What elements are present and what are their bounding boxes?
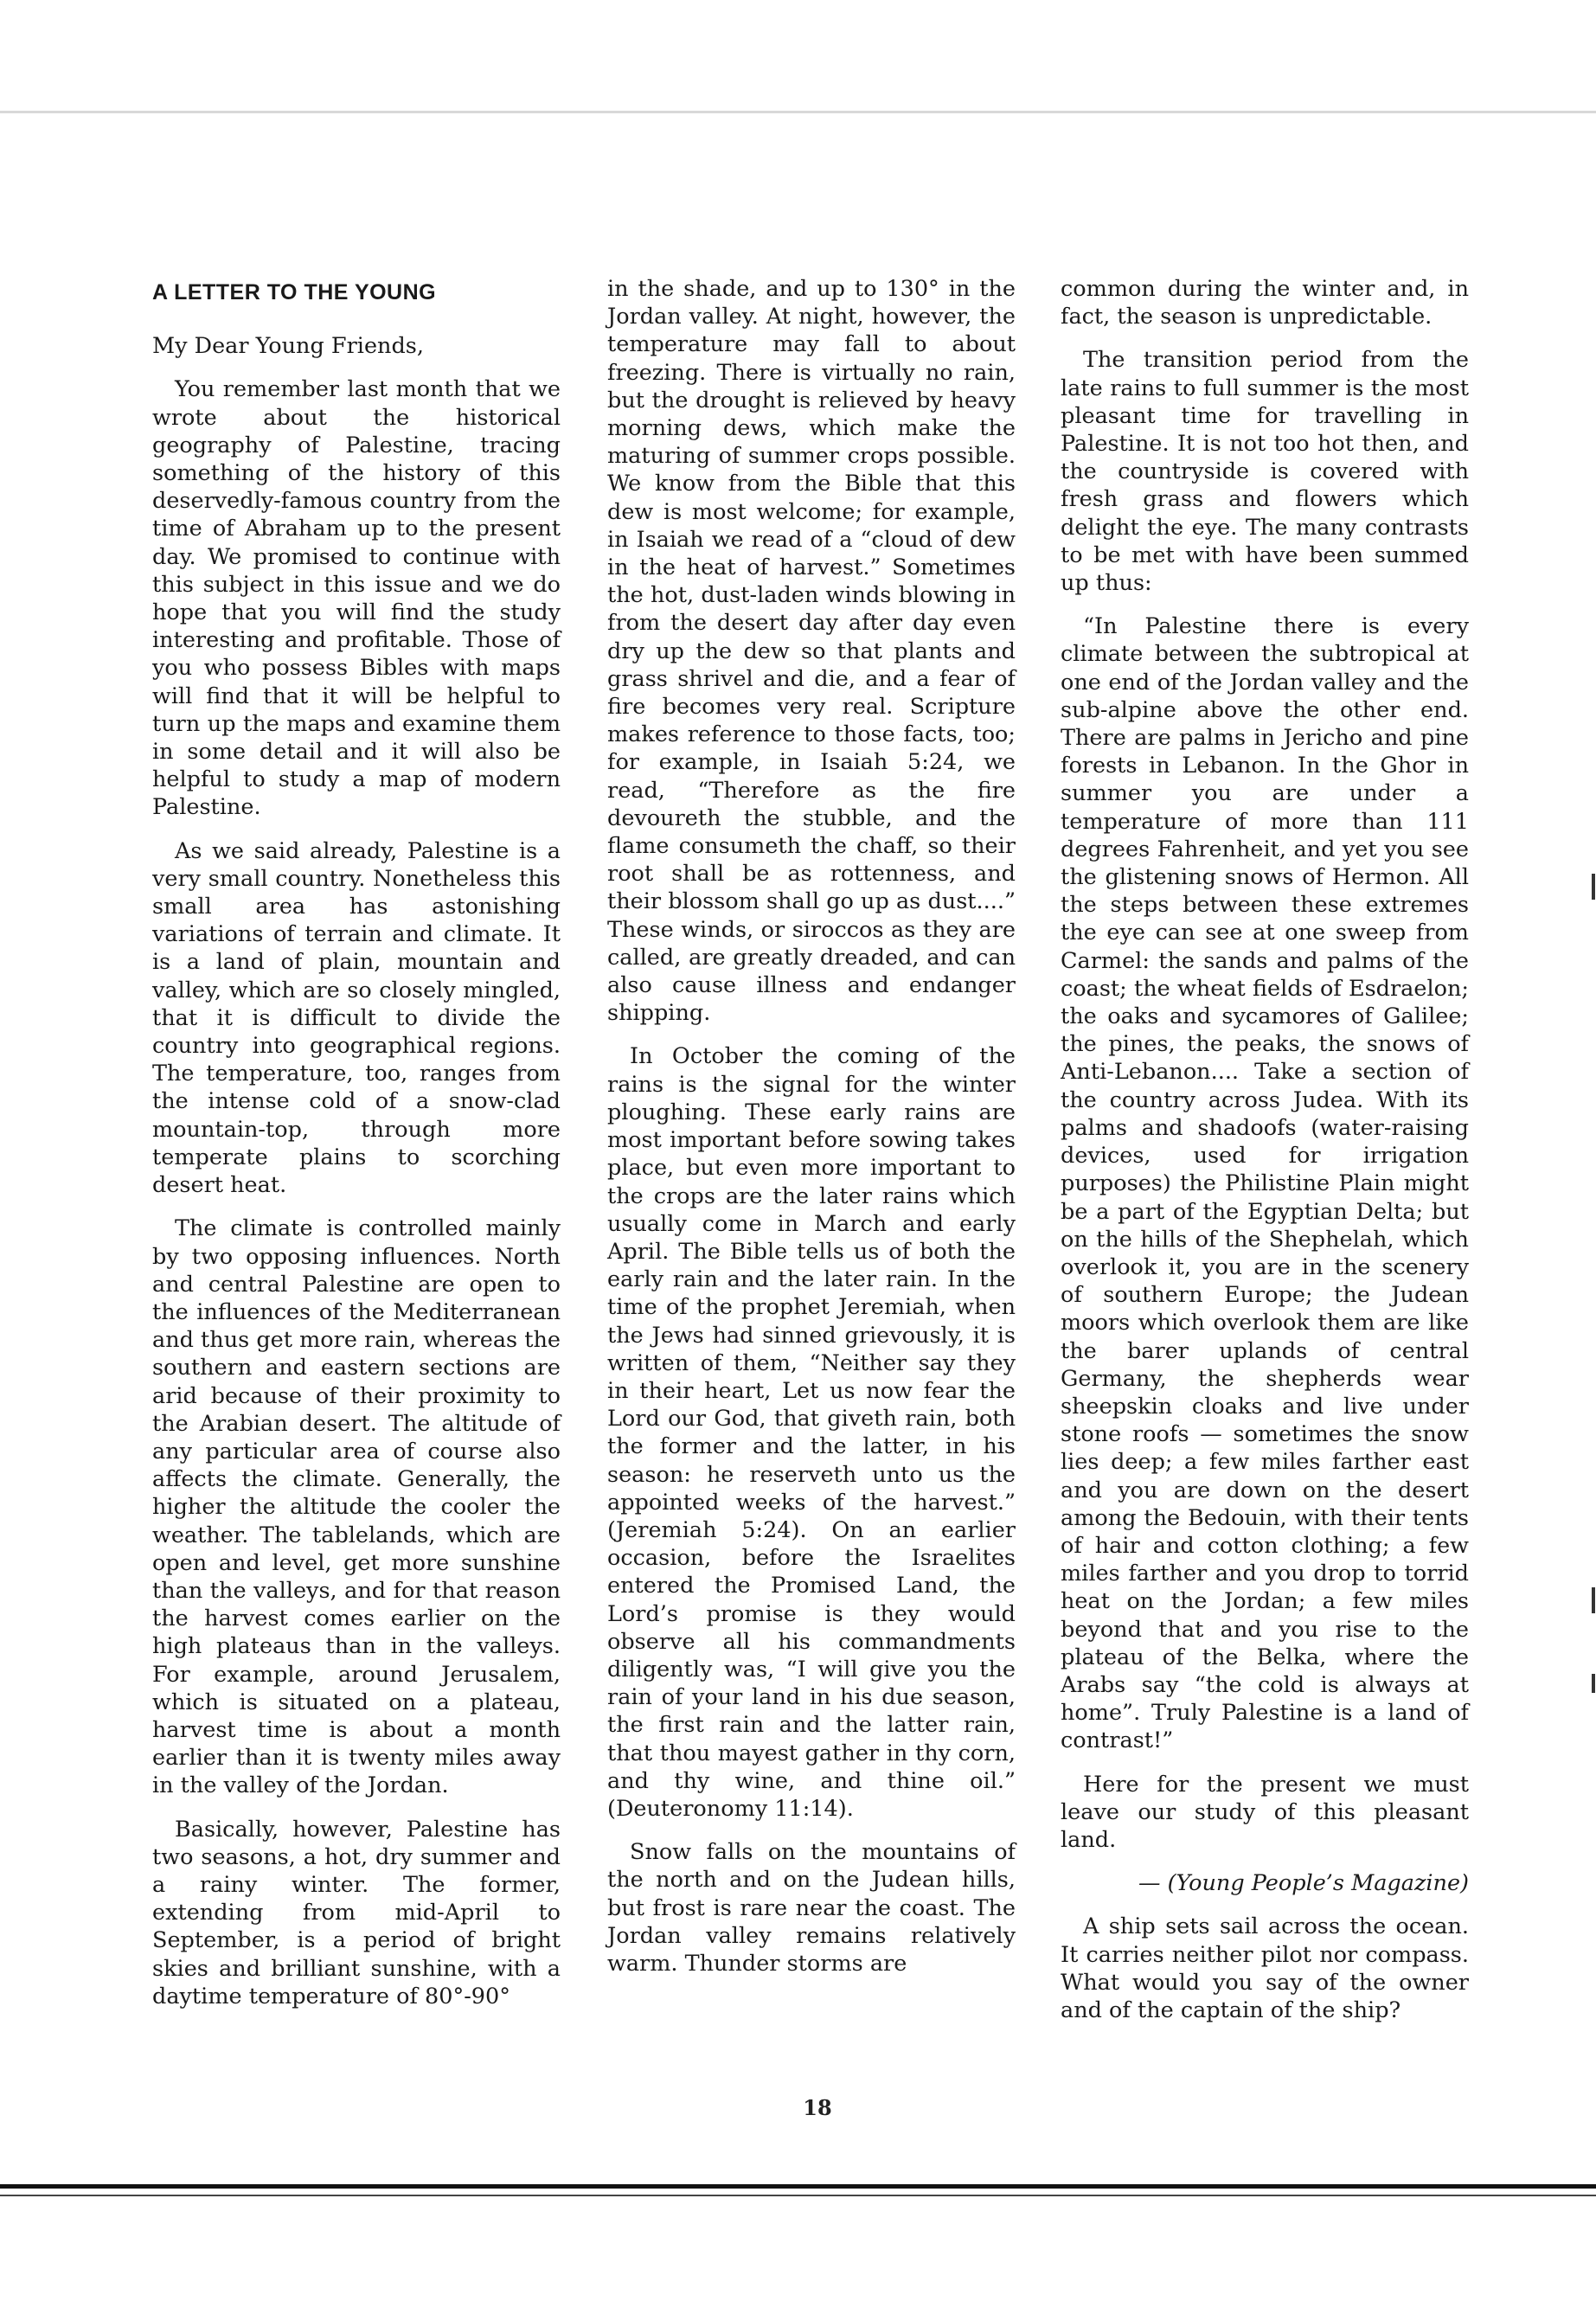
- paragraph: The climate is controlled mainly by two opposing influences. North and central Palestine are open to the influences of the Mediterranean and thus get more rain, whereas the southern and eastern sections are arid because of their proximity to the Arabian desert. The altitude of any particular area of course also affects the climate. Generally, the higher the altitude the cooler the weather. The tablelands, which are open and level, get more sunshine than the valleys, and for that reason the harvest comes earlier on the high plateaus than in the valleys. For example, around Jerusalem, which is situated on a plateau, harvest time is about a month earlier than it is twenty miles away in the valley of the Jordan.: [152, 1215, 561, 1799]
- paragraph: common during the winter and, in fact, the season is unpredictable.: [1061, 276, 1469, 330]
- scan-edge-mark: [1592, 874, 1595, 900]
- paragraph: Basically, however, Palestine has two seasons, a hot, dry summer and a rainy winter. The former, extending from mid-April to September, is a period of bright skies and brilliant sunshine, with a daytime temperature of 80°-90°: [152, 1816, 561, 2009]
- attribution: — (Young People’s Magazine): [1138, 1870, 1469, 1897]
- paragraph: Here for the present we must leave our study of this pleasant land.: [1061, 1771, 1469, 1853]
- closing-paragraph: A ship sets sail across the ocean. It carries neither pilot nor compass. What would you say of the owner and of the captain of the ship?: [1061, 1913, 1469, 2023]
- paragraph: The transition period from the late rains to full summer is the most pleasant time for travelling in Palestine. It is not too hot then, and the countryside is covered with fresh grass and flowers which delight the eye. The many contrasts to be met with have been summed up thus:: [1061, 347, 1469, 597]
- paragraph: You remember last month that we wrote about the historical geography of Palestine, tracing something of the history of this deservedly-famous country from the time of Abraham up to the present day. We promised to continue with this subject in this issue and we do hope that you will find the study interesting and profitable. Those of you who possess Bibles with maps will find that it will be helpful to turn up the maps and examine them in some detail and it will also be helpful to study a map of modern Palestine.: [152, 376, 561, 821]
- article-page: [152, 275, 1480, 2074]
- paragraph: In October the coming of the rains is the signal for the winter ploughing. These early rains are most important before sowing takes place, but even more important to the crops are the later rains which usually come in March and early April. The Bible tells us of both the early rain and the later rain. In the time of the prophet Jeremiah, when the Jews had sinned grievously, it is written of them, “Neither say they in their heart, Let us now fear the Lord our God, that giveth rain, both the former and the latter, in his season: he reserveth unto us the appointed weeks of the harvest.” (Jeremiah 5:24). On an earlier occasion, before the Israelites entered the Promised Land, the Lord’s promise is they would observe all his commandments diligently was, “I will give you the rain of your land in his due season, the first rain and the latter rain, that thou mayest gather in thy corn, and thy wine, and thine oil.” (Deuteronomy 11:14).: [607, 1043, 1016, 1822]
- scan-edge-mark: [1592, 1587, 1595, 1613]
- salutation: My Dear Young Friends,: [152, 333, 424, 360]
- paragraph: As we said already, Palestine is a very small country. Nonetheless this small area has astonishing variations of terrain and climate. It is a land of plain, mountain and valley, which are so closely mingled, that it is difficult to divide the country into geographical regions. The temperature, too, ranges from the intense cold of a snow-clad mountain-top, through more temperate plains to scorching desert heat.: [152, 837, 561, 1199]
- column-1: [152, 275, 561, 2026]
- scan-edge-mark: [1592, 1674, 1595, 1693]
- paragraph: “In Palestine there is every climate between the subtropical at one end of the Jordan valley and the sub-alpine above the other end. There are palms in Jericho and pine forests in Lebanon. In the Ghor in summer you are under a temperature of more than 111 degrees Fahrenheit, and yet you see the glistening snows of Hermon. All the steps between these extremes the eye can see at one sweep from Carmel: the sands and palms of the coast; the wheat fields of Esdraelon; the oaks and sycamores of Galilee; the pines, the peaks, the snows of Anti-Lebanon.... Take a section of the country across Judea. With its palms and shadoofs (water-raising devices, used for irrigation purposes) the Philistine Plain might be a part of the Egyptian Delta; but on the hills of the Shephelah, which overlook it, you are in the scenery of southern Europe; the Judean moors which overlook them are like the barer uplands of central Germany, the shepherds wear sheepskin cloaks and live under stone roofs — sometimes the snow lies deep; a few miles farther east and you are down on the desert among the Bedouin, with their tents of hair and cotton clothing; a few miles farther and you drop to torrid heat on the Jordan; a few miles beyond that and you rise to the plateau of the Belka, where the Arabs say “the cold is always at home”. Truly Palestine is a land of contrast!”: [1061, 613, 1469, 1754]
- top-rule: [0, 111, 1596, 113]
- column-3: [1061, 275, 1469, 2040]
- paragraph: in the shade, and up to 130° in the Jordan valley. At night, however, the temperature may fall to about freezing. There is virtually no rain, but the drought is relieved by heavy morning dews, which make the maturing of summer crops possible. We know from the Bible that this dew is most welcome; for example, in Isaiah we read of a “cloud of dew in the heat of harvest.” Sometimes the hot, dust-laden winds blowing in from the desert day after day even dry up the dew so that plants and grass shrivel and die, and a fear of fire becomes very real. Scripture makes reference to those facts, too; for example, in Isaiah 5:24, we read, “Therefore as the fire devoureth the stubble, and the flame consumeth the chaff, so their root shall be as rottenness, and their blossom shall go up as dust....” These winds, or siroccos as they are called, are greatly dreaded, and can also cause illness and endanger shipping.: [607, 276, 1016, 1027]
- column-2: [607, 275, 1016, 1993]
- bottom-rule: [0, 2184, 1596, 2189]
- article-heading: A LETTER TO THE YOUNG: [152, 280, 437, 304]
- paragraph: Snow falls on the mountains of the north and on the Judean hills, but frost is rare near the coast. The Jordan valley remains relatively warm. Thunder storms are: [607, 1839, 1016, 1977]
- bottom-rule-thin: [0, 2195, 1596, 2196]
- page-number: 18: [803, 2095, 832, 2120]
